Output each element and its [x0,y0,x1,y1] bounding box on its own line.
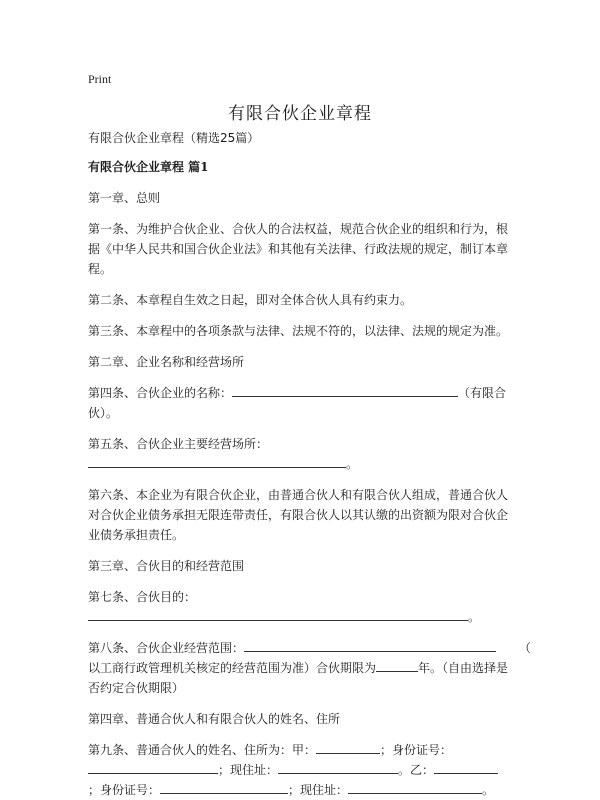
blank-line [316,741,380,754]
article-5-label: 第五条、合伙企业主要经营场所： [88,437,269,451]
article-9-address-label: ；现住址： [218,763,279,777]
article-4-suffix: （有限合 [458,386,507,400]
article-9-end: 。 [482,783,495,797]
article-1: 第一条、为维护合伙企业、合伙人的合法权益，规范合伙企业的组织和行为，根据《中华人民共和国合伙企业法》和其他有关法律、行政法规的规定，制订本章程。 [88,222,509,276]
article-8-scope-note: 以工商行政管理机关核定的经营范围为准）合伙期限为 [88,661,377,675]
article-5 [88,434,513,474]
print-link[interactable]: Print [88,72,112,86]
blank-line [88,608,468,621]
article-8-end: 否约定合伙期限） [88,681,185,695]
blank-line [348,781,482,794]
article-7 [88,587,513,627]
chapter-heading: 第二章、企业名称和经营场所 [88,355,245,369]
article-4-label: 第四条、合伙企业的名称： [88,386,233,400]
article-9 [88,740,513,800]
chapter-heading: 第一章、总则 [88,191,161,205]
article-2: 第二条、本章程自生效之日起，即对全体合伙人具有约束力。 [88,293,413,307]
article-3: 第三条、本章程中的各项条款与法律、法规不符的，以法律、法规的规定为准。 [88,324,509,338]
article-6: 第六条、本企业为有限合伙企业，由普通合伙人和有限合伙人组成，普通合伙人对合伙企业债务承担无限连带责任，有限合伙人以其认缴的出资额为限对合伙企业债务承担责任。 [88,488,509,542]
section-heading: 有限合伙企业章程 篇1 [88,160,209,174]
document-body [88,128,531,800]
blank-line [88,761,218,774]
blank-line [434,761,498,774]
blank-line [278,761,398,774]
chapter-heading: 第三章、合伙目的和经营范围 [88,559,245,573]
article-4 [88,383,513,423]
article-9-address-label-b: ；现住址： [288,783,349,797]
blank-line [160,781,288,794]
article-8 [88,638,531,698]
article-7-end: 。 [468,610,481,624]
article-9-id-label: ；身份证号： [380,743,453,757]
blank-line [232,384,458,397]
article-8-years: 年。（自由选择是 [418,661,509,675]
article-8-paren: （ [518,641,531,655]
chapter-heading: 第四章、普通合伙人和有限合伙人的姓名、住所 [88,712,341,726]
blank-line [88,455,346,468]
document-title: 有限合伙企业章程 [228,104,372,124]
document-subtitle: 有限合伙企业章程（精选25篇） [88,131,260,145]
article-8-label: 第八条、合伙企业经营范围： [88,641,245,655]
article-5-end: 。 [346,457,359,471]
article-9-id-label-b: ；身份证号： [88,783,161,797]
article-4-end: 伙）。 [88,406,119,420]
article-9-label: 第九条、普通合伙人的姓名、住所为：甲： [88,743,317,757]
article-9-partner-b: 。乙： [398,763,435,777]
blank-line [376,659,418,672]
article-7-label: 第七条、合伙目的： [88,590,197,604]
blank-line [244,639,496,652]
